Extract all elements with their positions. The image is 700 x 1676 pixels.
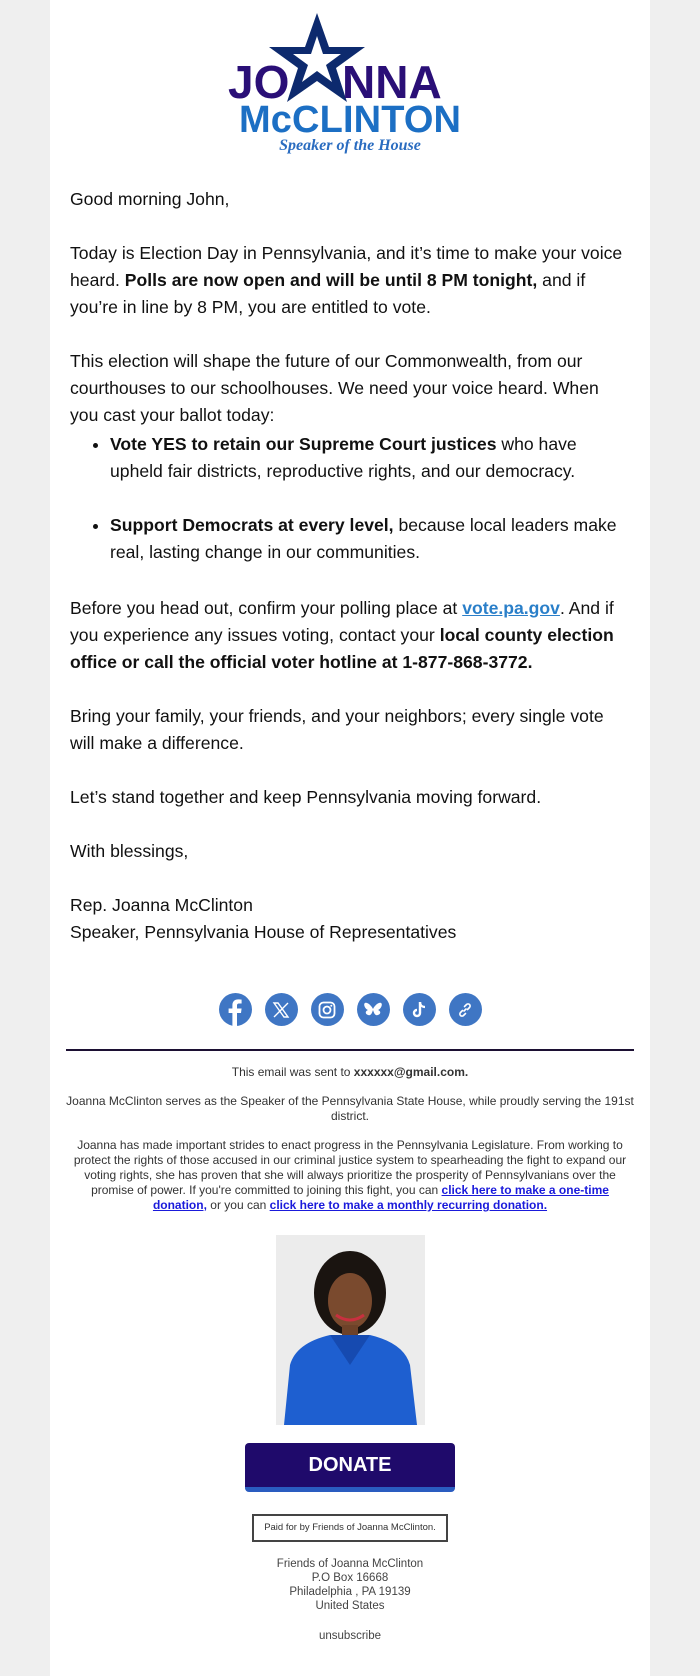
divider: [66, 1049, 634, 1051]
vote-pa-gov-link[interactable]: vote.pa.gov: [462, 598, 560, 618]
social-links: [50, 993, 650, 1026]
text: This email was sent to: [231, 1065, 354, 1079]
address-line: United States: [315, 1600, 385, 1612]
strides-text: [64, 1138, 636, 1213]
campaign-logo: [50, 10, 650, 155]
list-item: [110, 512, 630, 566]
paragraph: This election will shape the future of our Commonwealth, from our courthouses to our schoolhouses. We need your voice heard. When you cast your ballot today:: [70, 351, 599, 425]
svg-text:McCLINTON: McCLINTON: [239, 99, 461, 141]
paragraph: [70, 240, 630, 321]
instagram-icon[interactable]: [311, 993, 344, 1026]
svg-text:Speaker of the House: Speaker of the House: [279, 137, 421, 154]
serves-text: Joanna McClinton serves as the Speaker of the Pennsylvania State House, while proudly serving the 191st district.: [66, 1094, 634, 1123]
svg-text:NNA: NNA: [342, 56, 442, 108]
paid-for-disclaimer: Paid for by Friends of Joanna McClinton.: [252, 1514, 448, 1542]
email-card: [50, 0, 650, 1676]
one-time-donation-link[interactable]: click here to make a one-time donation,: [152, 1183, 609, 1212]
donate-button[interactable]: DONATE: [245, 1443, 455, 1492]
recipient-email: xxxxxx@gmail.com.: [353, 1065, 469, 1079]
candidate-photo: [276, 1235, 425, 1425]
list-item: [110, 431, 630, 485]
text: because local leaders make real, lasting change in our communities.: [110, 515, 617, 562]
svg-text:JO: JO: [228, 56, 290, 108]
text: Today is Election Day in Pennsylvania, and it’s time to make your voice heard.: [70, 243, 623, 290]
text: Joanna has made important strides to enact progress in the Pennsylvania Legislature. From working to protect the rights of those accused in our criminal justice system to spearheading the fight to expand our voting rights, she has proven that she will always prioritize the prosperity of Pennsylvanians over the promise of power. If you're committed to joining this fight, you can: [73, 1138, 627, 1197]
mailing-address: [50, 1557, 650, 1613]
bold-text: local county election office or call the official voter hotline at 1-877-868-3772.: [70, 625, 614, 672]
unsubscribe-link[interactable]: unsubscribe: [318, 1630, 381, 1642]
sent-to: [64, 1065, 636, 1080]
facebook-icon[interactable]: [219, 993, 252, 1026]
bold-text: Polls are now open and will be until 8 PM tonight,: [124, 270, 538, 290]
link-icon[interactable]: [449, 993, 482, 1026]
text: . And if you experience any issues voting, contact your: [70, 598, 614, 645]
signature-name: Rep. Joanna McClinton: [70, 895, 253, 915]
bluesky-icon[interactable]: [357, 993, 390, 1026]
address-line: Philadelphia , PA 19139: [289, 1586, 411, 1598]
bold-text: Support Democrats at every level,: [110, 515, 394, 535]
x-icon[interactable]: [265, 993, 298, 1026]
paragraph: [70, 595, 630, 676]
tiktok-icon[interactable]: [403, 993, 436, 1026]
text: Before you head out, confirm your polling place at: [70, 598, 463, 618]
signature-title: Speaker, Pennsylvania House of Representatives: [70, 922, 457, 942]
address-line: P.O Box 16668: [311, 1572, 389, 1584]
greeting: Good morning John,: [70, 189, 230, 209]
paragraph: Bring your family, your friends, and your neighbors; every single vote will make a difference.: [70, 706, 604, 753]
text: who have upheld fair districts, reproductive rights, and our democracy.: [110, 434, 577, 481]
text: and if you’re in line by 8 PM, you are entitled to vote.: [70, 270, 586, 317]
bold-text: Vote YES to retain our Supreme Court justices: [110, 434, 497, 454]
closing: With blessings,: [70, 841, 189, 861]
bullet-list: [110, 429, 630, 566]
monthly-donation-link[interactable]: click here to make a monthly recurring donation.: [269, 1198, 548, 1212]
footer-text: [64, 1065, 636, 1227]
text: or you can: [206, 1198, 270, 1212]
email-body: [70, 186, 630, 946]
address-line: Friends of Joanna McClinton: [276, 1558, 424, 1570]
paragraph: Let’s stand together and keep Pennsylvania moving forward.: [70, 787, 542, 807]
